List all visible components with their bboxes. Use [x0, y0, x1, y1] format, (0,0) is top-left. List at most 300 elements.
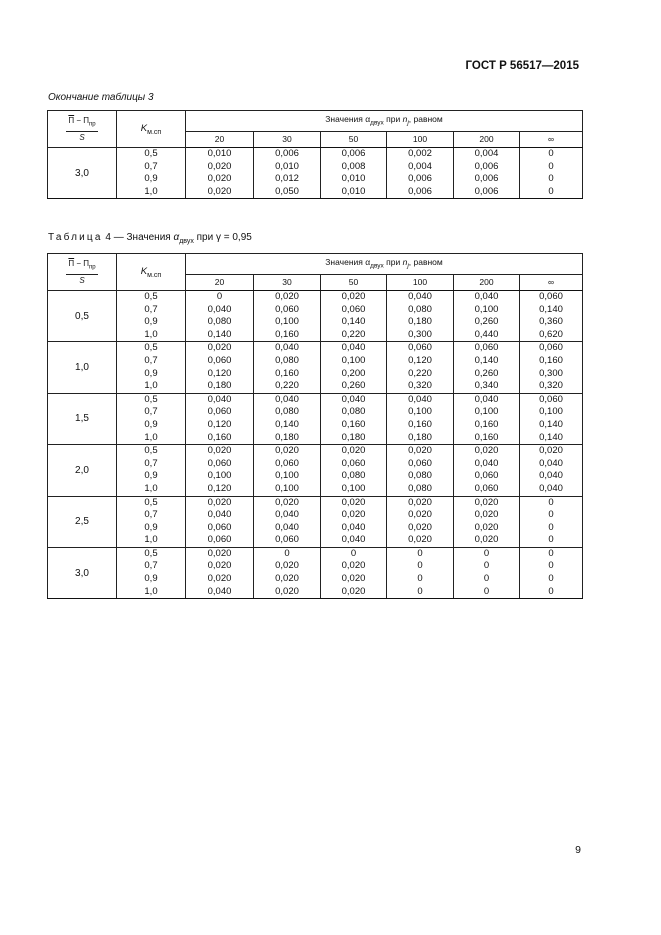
k-value: 0,5 [144, 496, 158, 508]
alpha-value: 0,040 [539, 470, 563, 482]
alpha-values-cell [387, 342, 454, 393]
document-code: ГОСТ Р 56517—2015 [465, 60, 579, 72]
alpha-value: 0,260 [474, 367, 499, 379]
header-col: 100 [387, 274, 454, 290]
alpha-value: 0 [548, 521, 554, 533]
alpha-value: 0,180 [408, 431, 432, 443]
table4-caption-rest: при γ = 0,95 [193, 232, 252, 243]
alpha-value: 0,100 [408, 406, 432, 418]
table3-caption: Окончание таблицы 3 [48, 92, 154, 103]
alpha-value: 0 [548, 173, 554, 185]
alpha-value: 0,010 [341, 185, 366, 197]
alpha-value: 0,140 [539, 418, 563, 430]
alpha-values-cell [321, 393, 387, 444]
alpha-value: 0,220 [275, 380, 299, 392]
alpha-value: 0 [483, 573, 490, 585]
alpha-value: 0,020 [275, 560, 299, 572]
alpha-value: 0,004 [408, 160, 432, 172]
row-group-label: 2,5 [48, 496, 117, 547]
table4-caption-sub: двух [179, 238, 194, 245]
alpha-value: 0,020 [207, 185, 232, 197]
alpha-value: 0 [548, 185, 554, 197]
k-value: 0,7 [144, 509, 158, 521]
k-value: 0,5 [144, 445, 158, 457]
k-values-cell [117, 547, 186, 598]
page-number: 9 [575, 844, 581, 856]
alpha-value: 0,060 [207, 534, 232, 546]
alpha-value: 0,060 [275, 303, 299, 315]
alpha-values-cell [186, 547, 254, 598]
numerator-minus: − П [74, 116, 90, 126]
k-value: 0,7 [144, 406, 158, 418]
alpha-values-cell [321, 547, 387, 598]
alpha-values-cell [254, 547, 321, 598]
alpha-value: 0,040 [275, 509, 299, 521]
alpha-values-cell [454, 496, 520, 547]
k-value: 0,5 [144, 547, 158, 559]
k-subscript: м.сп [147, 271, 162, 279]
alpha-value: 0,140 [341, 316, 366, 328]
alpha-value: 0,040 [207, 509, 232, 521]
k-symbol: K [140, 265, 148, 277]
alpha-value: 0,020 [275, 585, 299, 597]
k-value: 0,7 [144, 560, 158, 572]
alpha-value: 0,100 [341, 482, 366, 494]
span-mid: при [383, 257, 403, 268]
alpha-value: 0,020 [408, 509, 432, 521]
alpha-value: 0,060 [474, 342, 499, 354]
alpha-value: 0,620 [539, 328, 563, 340]
alpha-values-cell [254, 393, 321, 444]
alpha-value: 0,060 [408, 342, 432, 354]
k-value: 1,0 [144, 534, 158, 546]
header-col: ∞ [520, 274, 583, 290]
alpha-value: 0,440 [474, 328, 499, 340]
k-value: 0,5 [144, 342, 158, 354]
alpha-values-cell [520, 547, 583, 598]
alpha-value: 0,020 [408, 445, 432, 457]
alpha-value: 0,060 [275, 457, 299, 469]
alpha-value: 0,060 [207, 354, 232, 366]
alpha-value: 0,012 [275, 173, 299, 185]
alpha-values-cell [254, 445, 321, 496]
table4-caption-alpha: α [173, 232, 180, 243]
alpha-value: 0,040 [408, 291, 432, 302]
header-values-span [186, 254, 583, 275]
alpha-values-cell [254, 496, 321, 547]
k-value: 0,7 [144, 160, 158, 172]
alpha-value: 0,060 [539, 342, 563, 354]
k-value: 0,5 [144, 291, 158, 302]
alpha-value: 0 [417, 547, 423, 559]
header-col: 200 [454, 131, 520, 147]
alpha-value: 0,040 [408, 393, 432, 405]
span-sub: двух [370, 120, 384, 128]
span-prefix: Значения α [325, 114, 371, 125]
alpha-value: 0,020 [341, 585, 366, 597]
alpha-values-cell [520, 496, 583, 547]
alpha-value: 0,160 [207, 431, 232, 443]
alpha-value: 0,120 [207, 367, 232, 379]
span-suffix: , равном [408, 257, 443, 268]
fraction-numerator [66, 258, 97, 275]
numerator-mean: П [68, 116, 75, 126]
alpha-values-cell [186, 445, 254, 496]
alpha-values-cell [186, 291, 254, 342]
table-row [48, 496, 583, 547]
table-row [48, 291, 583, 342]
alpha-value: 0,020 [474, 521, 499, 533]
alpha-value: 0,300 [408, 328, 432, 340]
span-sub: двух [370, 263, 384, 271]
header-col: 20 [186, 274, 254, 290]
alpha-value: 0,060 [341, 303, 366, 315]
alpha-value: 0,060 [207, 406, 232, 418]
alpha-value: 0,020 [341, 496, 366, 508]
k-subscript: м.сп [147, 128, 162, 136]
k-values-cell [117, 393, 186, 444]
alpha-value: 0,260 [341, 380, 366, 392]
span-n: n [402, 257, 408, 268]
table-row [48, 393, 583, 444]
alpha-value: 0 [417, 560, 423, 572]
alpha-value: 0,040 [207, 303, 232, 315]
alpha-value: 0 [548, 585, 554, 597]
alpha-values-cell [186, 342, 254, 393]
fraction-formula [66, 115, 97, 143]
alpha-values-cell [321, 342, 387, 393]
alpha-values-cell [387, 393, 454, 444]
alpha-value: 0,160 [341, 418, 366, 430]
alpha-value: 0,020 [275, 496, 299, 508]
alpha-value: 0,320 [408, 380, 432, 392]
alpha-value: 0 [216, 291, 223, 302]
fraction-formula [66, 258, 97, 286]
alpha-value: 0,020 [408, 521, 432, 533]
header-k [117, 111, 186, 148]
span-n-sub: j [407, 120, 409, 128]
alpha-value: 0,010 [207, 148, 232, 159]
alpha-value: 0 [350, 547, 357, 559]
alpha-value: 0,040 [207, 585, 232, 597]
alpha-value: 0,180 [341, 431, 366, 443]
alpha-value: 0,060 [474, 482, 499, 494]
k-value: 1,0 [144, 380, 158, 392]
alpha-value: 0,020 [207, 547, 232, 559]
alpha-values-cell [387, 445, 454, 496]
alpha-value: 0,040 [539, 457, 563, 469]
alpha-value: 0,020 [207, 342, 232, 354]
alpha-value: 0,040 [275, 342, 299, 354]
k-values-cell [117, 496, 186, 547]
k-value: 0,7 [144, 354, 158, 366]
k-value: 1,0 [144, 585, 158, 597]
alpha-value: 0,100 [275, 316, 299, 328]
alpha-value: 0 [548, 509, 554, 521]
k-value: 1,0 [144, 185, 158, 197]
alpha-values-cell [321, 148, 387, 199]
k-value: 0,9 [144, 470, 158, 482]
alpha-values-cell [186, 393, 254, 444]
numerator-sub: пр [89, 264, 96, 271]
alpha-value: 0,020 [408, 534, 432, 546]
alpha-value: 0 [548, 160, 554, 172]
alpha-value: 0,002 [408, 148, 432, 159]
alpha-value: 0,100 [275, 470, 299, 482]
alpha-value: 0,160 [408, 418, 432, 430]
header-col: 50 [321, 131, 387, 147]
row-group-label: 0,5 [48, 291, 117, 342]
alpha-value: 0 [548, 496, 554, 508]
alpha-value: 0,180 [207, 380, 232, 392]
header-fraction [48, 111, 117, 148]
alpha-value: 0,220 [341, 328, 366, 340]
fraction-denominator: S [79, 132, 85, 142]
alpha-value: 0,080 [408, 470, 432, 482]
alpha-value: 0,020 [275, 291, 299, 302]
header-values-span [186, 111, 583, 132]
row-group-label: 1,0 [48, 342, 117, 393]
alpha-value: 0 [548, 573, 554, 585]
alpha-value: 0,020 [341, 509, 366, 521]
alpha-values-cell [387, 291, 454, 342]
alpha-value: 0,020 [207, 560, 232, 572]
alpha-value: 0,060 [408, 457, 432, 469]
alpha-value: 0,100 [474, 303, 499, 315]
k-value: 0,9 [144, 573, 158, 585]
alpha-value: 0,006 [341, 148, 366, 159]
alpha-value: 0,060 [539, 393, 563, 405]
alpha-values-cell [454, 148, 520, 199]
alpha-value: 0,300 [539, 367, 563, 379]
alpha-value: 0,006 [408, 173, 432, 185]
alpha-value: 0,060 [207, 457, 232, 469]
header-col: 20 [186, 131, 254, 147]
alpha-values-cell [254, 342, 321, 393]
alpha-value: 0,040 [474, 393, 499, 405]
alpha-value: 0 [548, 148, 554, 159]
k-value: 1,0 [144, 328, 158, 340]
alpha-value: 0,020 [408, 496, 432, 508]
k-value: 0,5 [144, 393, 158, 405]
alpha-value: 0,100 [207, 470, 232, 482]
alpha-value: 0,060 [341, 457, 366, 469]
alpha-value: 0,008 [341, 160, 366, 172]
alpha-values-cell [387, 496, 454, 547]
alpha-value: 0,020 [207, 173, 232, 185]
alpha-values-cell [321, 496, 387, 547]
header-col: ∞ [520, 131, 583, 147]
fraction-denominator: S [79, 275, 85, 285]
alpha-value: 0,010 [341, 173, 366, 185]
alpha-value: 0,020 [275, 445, 299, 457]
alpha-value: 0,020 [341, 560, 366, 572]
table-row [48, 445, 583, 496]
alpha-value: 0,020 [474, 509, 499, 521]
row-group-label: 3,0 [48, 148, 117, 199]
table-row [48, 547, 583, 598]
k-values-cell [117, 148, 186, 199]
alpha-value: 0,040 [341, 534, 366, 546]
alpha-values-cell [454, 393, 520, 444]
alpha-values-cell [454, 445, 520, 496]
alpha-value: 0,120 [408, 354, 432, 366]
table-row [48, 148, 583, 199]
alpha-values-cell [387, 547, 454, 598]
alpha-values-cell [520, 393, 583, 444]
k-values-cell [117, 445, 186, 496]
alpha-value: 0 [483, 585, 490, 597]
alpha-value: 0,040 [341, 521, 366, 533]
k-value: 0,9 [144, 418, 158, 430]
alpha-value: 0,006 [474, 185, 499, 197]
alpha-value: 0,080 [341, 406, 366, 418]
alpha-values-cell [454, 547, 520, 598]
alpha-value: 0,360 [539, 316, 563, 328]
alpha-values-cell [321, 291, 387, 342]
row-group-label: 3,0 [48, 547, 117, 598]
alpha-value: 0,040 [474, 291, 499, 302]
alpha-values-cell [520, 148, 583, 199]
alpha-value: 0,100 [474, 406, 499, 418]
alpha-value: 0,020 [341, 445, 366, 457]
alpha-values-cell [321, 445, 387, 496]
alpha-value: 0,040 [539, 482, 563, 494]
alpha-value: 0,006 [275, 148, 299, 159]
alpha-value: 0,160 [275, 367, 299, 379]
alpha-value: 0,080 [207, 316, 232, 328]
alpha-value: 0,020 [207, 160, 232, 172]
alpha-value: 0 [548, 547, 554, 559]
alpha-value: 0,100 [275, 482, 299, 494]
alpha-value: 0 [284, 547, 290, 559]
header-k [117, 254, 186, 291]
numerator-minus: − П [74, 259, 90, 269]
alpha-value: 0,020 [474, 496, 499, 508]
alpha-value: 0,020 [275, 573, 299, 585]
alpha-value: 0 [417, 585, 423, 597]
alpha-value: 0,260 [474, 316, 499, 328]
alpha-value: 0,040 [341, 393, 366, 405]
alpha-value: 0,080 [275, 354, 299, 366]
numerator-mean: П [68, 259, 75, 269]
span-suffix: , равном [408, 114, 443, 125]
alpha-value: 0,004 [474, 148, 499, 159]
alpha-value: 0,140 [474, 354, 499, 366]
alpha-value: 0 [483, 547, 490, 559]
span-n: n [402, 114, 408, 125]
k-value: 0,9 [144, 367, 158, 379]
table-3 [47, 110, 583, 199]
alpha-value: 0,020 [539, 445, 563, 457]
alpha-values-cell [454, 342, 520, 393]
fraction-numerator [66, 115, 97, 132]
alpha-value: 0,080 [275, 406, 299, 418]
alpha-value: 0 [417, 573, 423, 585]
table4-caption [48, 232, 252, 245]
alpha-value: 0,200 [341, 367, 366, 379]
alpha-value: 0 [548, 560, 554, 572]
alpha-values-cell [254, 291, 321, 342]
span-n-sub: j [407, 263, 409, 271]
alpha-value: 0,020 [341, 291, 366, 302]
alpha-value: 0,020 [474, 445, 499, 457]
alpha-value: 0,020 [207, 445, 232, 457]
k-value: 1,0 [144, 431, 158, 443]
header-col: 50 [321, 274, 387, 290]
alpha-value: 0,140 [275, 418, 299, 430]
k-values-cell [117, 342, 186, 393]
header-col: 100 [387, 131, 454, 147]
alpha-value: 0,180 [275, 431, 299, 443]
alpha-value: 0,160 [474, 431, 499, 443]
k-value: 0,9 [144, 173, 158, 185]
header-col: 30 [254, 131, 321, 147]
alpha-value: 0,040 [275, 393, 299, 405]
alpha-value: 0,006 [474, 160, 499, 172]
alpha-value: 0 [548, 534, 554, 546]
alpha-value: 0,060 [474, 470, 499, 482]
alpha-value: 0,140 [539, 431, 563, 443]
alpha-value: 0,180 [408, 316, 432, 328]
table-4 [47, 253, 583, 599]
alpha-value: 0,060 [207, 521, 232, 533]
alpha-value: 0,050 [275, 185, 299, 197]
alpha-value: 0,006 [408, 185, 432, 197]
table4-caption-word: Таблица [48, 232, 103, 243]
alpha-values-cell [186, 148, 254, 199]
header-col: 200 [454, 274, 520, 290]
k-values-cell [117, 291, 186, 342]
alpha-value: 0 [483, 560, 490, 572]
alpha-value: 0,160 [275, 328, 299, 340]
k-value: 0,9 [144, 521, 158, 533]
alpha-values-cell [454, 291, 520, 342]
alpha-value: 0,080 [408, 303, 432, 315]
alpha-value: 0,040 [207, 393, 232, 405]
alpha-value: 0,020 [207, 573, 232, 585]
alpha-value: 0,080 [408, 482, 432, 494]
alpha-value: 0,020 [207, 496, 232, 508]
alpha-value: 0,120 [207, 418, 232, 430]
alpha-value: 0,120 [207, 482, 232, 494]
alpha-values-cell [520, 342, 583, 393]
alpha-value: 0,320 [539, 380, 563, 392]
alpha-value: 0,040 [341, 342, 366, 354]
alpha-value: 0,140 [539, 303, 563, 315]
alpha-values-cell [387, 148, 454, 199]
k-value: 1,0 [144, 482, 158, 494]
span-mid: при [383, 114, 403, 125]
alpha-values-cell [186, 496, 254, 547]
alpha-value: 0,020 [341, 573, 366, 585]
alpha-value: 0,140 [207, 328, 232, 340]
alpha-value: 0,340 [474, 380, 499, 392]
alpha-values-cell [520, 291, 583, 342]
alpha-value: 0,010 [275, 160, 299, 172]
alpha-values-cell [254, 148, 321, 199]
header-fraction [48, 254, 117, 291]
alpha-value: 0,040 [474, 457, 499, 469]
alpha-value: 0,220 [408, 367, 432, 379]
alpha-value: 0,080 [341, 470, 366, 482]
table-row [48, 342, 583, 393]
alpha-value: 0,100 [341, 354, 366, 366]
alpha-value: 0,040 [275, 521, 299, 533]
k-value: 0,7 [144, 303, 158, 315]
row-group-label: 2,0 [48, 445, 117, 496]
numerator-sub: пр [89, 121, 96, 128]
